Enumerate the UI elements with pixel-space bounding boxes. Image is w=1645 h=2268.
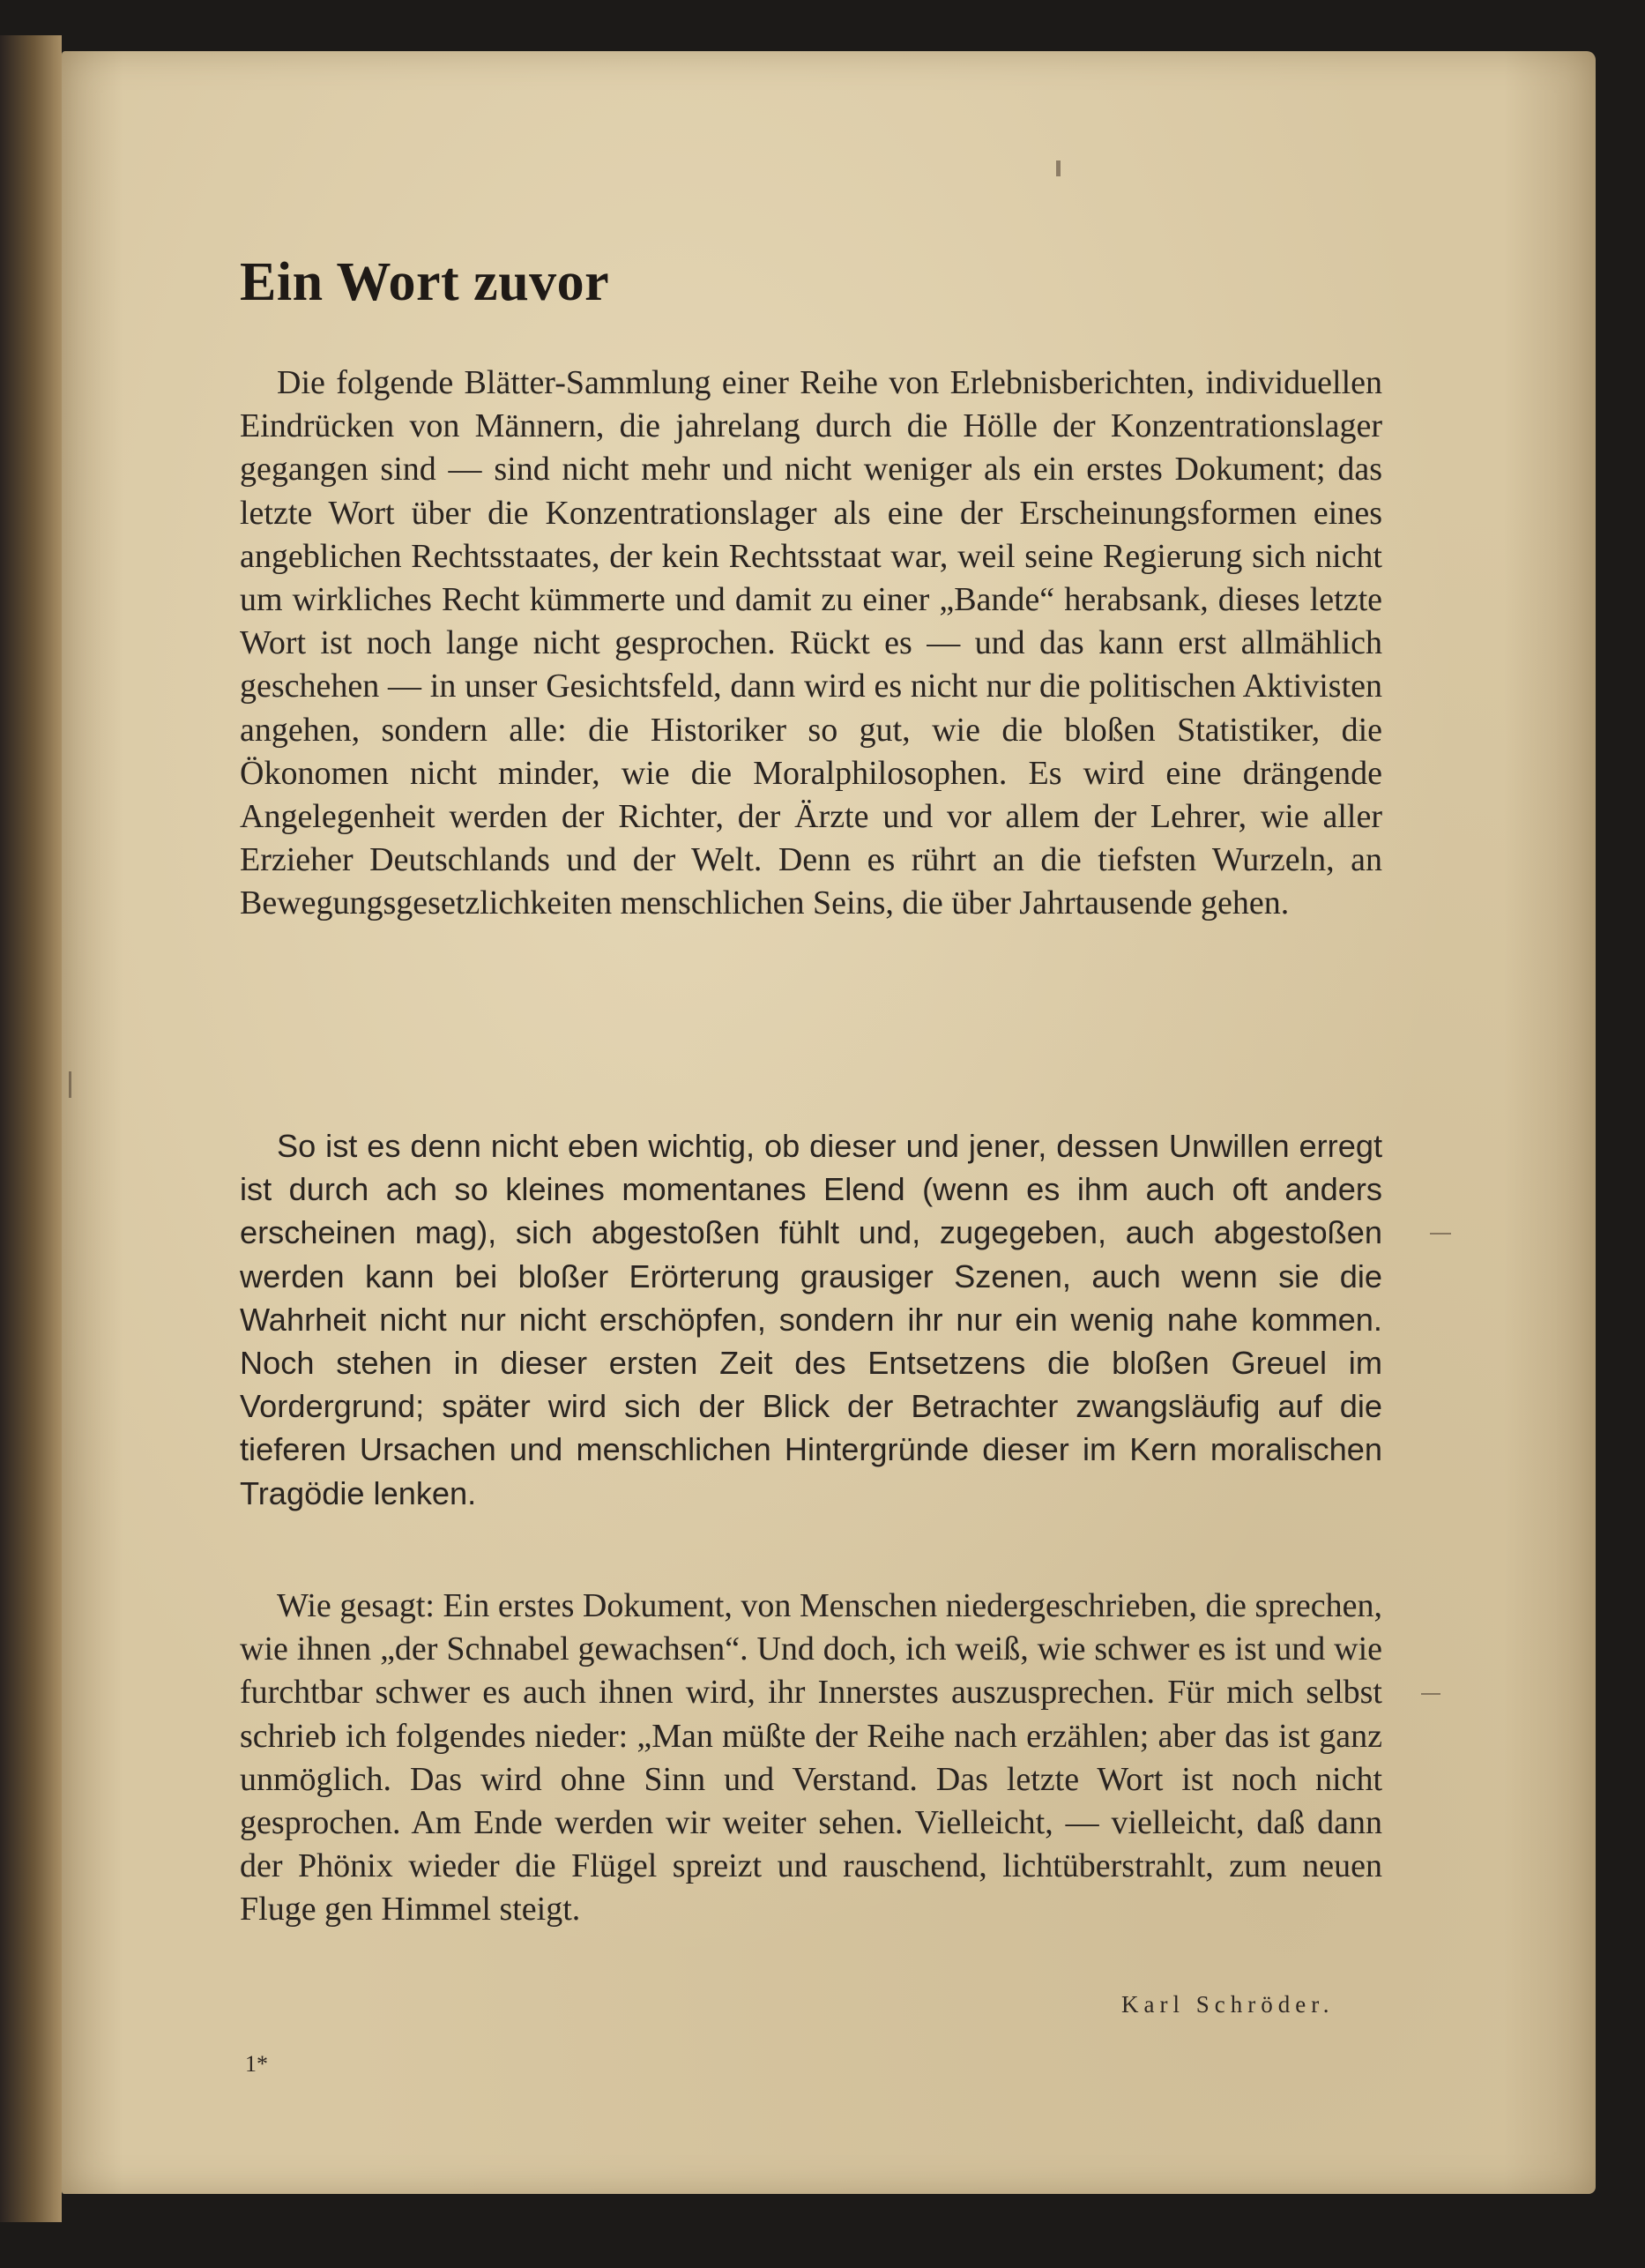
margin-mark (69, 1071, 71, 1098)
margin-mark (1056, 160, 1061, 176)
margin-mark (1421, 1693, 1440, 1695)
paragraph-2: So ist es denn nicht eben wichtig, ob dieser und jener, dessen Unwillen erregt ist durch ach so kleines momentanes Elend (wenn es ihm auch oft anders erscheinen mag), sich abgestoßen fühlt und, zugegeben, auch abgestoßen werden kann bei bloßer Erörterung grausiger Szenen, auch wenn sie die Wahrheit nicht nur nicht erschöpfen, sondern ihr nur ein wenig nahe kommen. Noch stehen in dieser ersten Zeit des Entsetzens die bloßen Greuel im Vordergrund; später wird sich der Blick der Betrachter zwangsläufig auf die tieferen Ursachen und menschlichen Hintergründe dieser im Kern moralischen Tragödie lenken. (240, 1128, 1382, 1511)
paragraph-1: Die folgende Blätter-Sammlung einer Reihe von Erlebnisberichten, individuellen Eindrücken von Männern, die jahrelang durch die Hölle der Konzentrationslager gegangen sind — sind nicht mehr und nicht weniger als ein erstes Dokument; das letzte Wort über die Konzentrationslager als eine der Erscheinungsformen eines angeblichen Rechtsstaates, der kein Rechtsstaat war, weil seine Regierung sich nicht um wirkliches Recht kümmerte und damit zu einer „Bande“ herabsank, dieses letzte Wort ist noch lange nicht gesprochen. Rückt es — und das kann erst allmählich geschehen — in unser Gesichtsfeld, dann wird es nicht nur die politischen Aktivisten angehen, sondern alle: die Historiker so gut, wie die bloßen Statistiker, die Ökonomen nicht minder, wie die Moralphilosophen. Es wird eine drängende Angelegenheit werden der Richter, der Ärzte und vor allem der Lehrer, wie aller Erzieher Deutschlands und der Welt. Denn es rührt an die tiefsten Wurzeln, an Bewegungsgesetzlichkeiten menschlichen Seins, die über Jahrtausende gehen. (240, 364, 1382, 922)
paragraph-3: Wie gesagt: Ein erstes Dokument, von Menschen niedergeschrieben, die sprechen, wie ihnen „der Schnabel gewachsen“. Und doch, ich weiß, wie schwer es ist und wie furchtbar schwer es auch ihnen wird, ihr Innerstes auszusprechen. Für mich selbst schrieb ich folgendes nieder: „Man müßte der Reihe nach erzählen; aber das ist ganz unmöglich. Das wird ohne Sinn und Verstand. Das letzte Wort ist noch nicht gesprochen. Am Ende werden wir weiter sehen. Vielleicht, — vielleicht, daß dann der Phönix wieder die Flügel spreizt und rauschend, lichtüberstrahlt, zum neuen Fluge gen Himmel steigt. (240, 1587, 1382, 1929)
page-title: Ein Wort zuvor (240, 252, 610, 312)
margin-mark (1430, 1233, 1451, 1235)
page-number: 1* (245, 2051, 268, 2077)
author-signature: Karl Schröder. (1121, 1991, 1335, 2018)
book-spine (0, 35, 62, 2222)
